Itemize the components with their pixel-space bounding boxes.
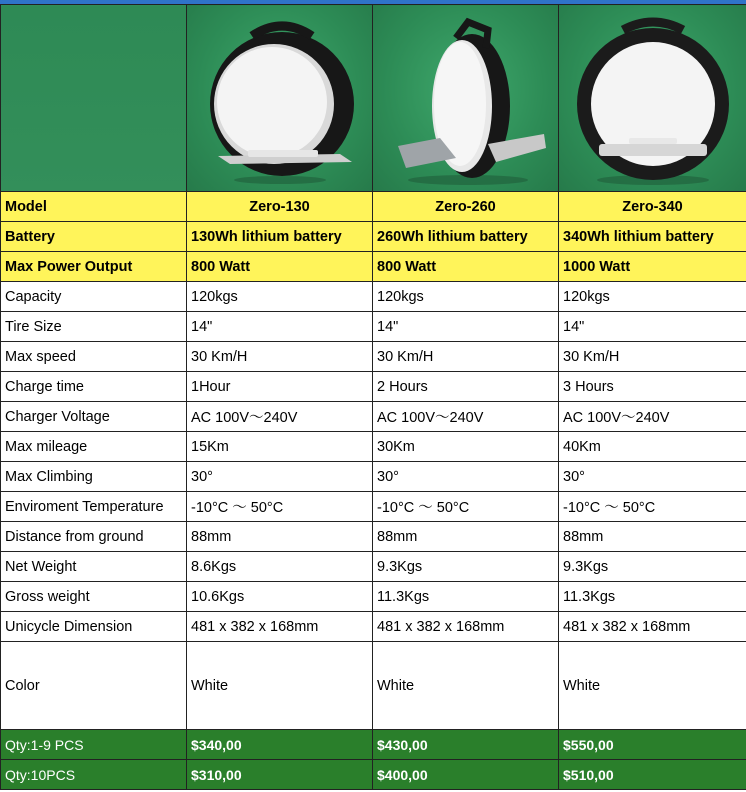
cell-value: 1Hour: [187, 372, 373, 402]
cell-value: 30 Km/H: [559, 342, 746, 372]
spec-row-dimension: [1, 612, 746, 642]
spec-row-max-mileage: [1, 432, 746, 462]
spec-row-tire-size: [1, 312, 746, 342]
spec-row-charge-time: [1, 372, 746, 402]
cell-value: 340Wh lithium battery: [559, 222, 746, 252]
cell-value: 260Wh lithium battery: [373, 222, 559, 252]
cell-value: 30 Km/H: [373, 342, 559, 372]
unicycle-zero-260-icon: [376, 8, 556, 188]
product-image-zero-260: [373, 5, 559, 192]
cell-value: 30°: [373, 462, 559, 492]
cell-value: 11.3Kgs: [373, 582, 559, 612]
cell-value: AC 100V～240V: [373, 402, 559, 432]
row-label: Color: [1, 642, 187, 730]
spec-row-model: [1, 192, 746, 222]
row-label: Enviroment Temperature: [1, 492, 187, 522]
product-image-row: [1, 5, 746, 192]
row-label: Unicycle Dimension: [1, 612, 187, 642]
price-row-qty-1-9: [1, 730, 746, 760]
product-image-zero-340: [559, 5, 746, 192]
row-label: Qty:1-9 PCS: [1, 730, 187, 760]
cell-value: 14": [187, 312, 373, 342]
cell-value: -10°C ～ 50°C: [187, 492, 373, 522]
cell-value: AC 100V～240V: [559, 402, 746, 432]
row-label: Max Power Output: [1, 252, 187, 282]
cell-value: 3 Hours: [559, 372, 746, 402]
cell-value: 2 Hours: [373, 372, 559, 402]
cell-value: 481 x 382 x 168mm: [187, 612, 373, 642]
spec-row-temperature: [1, 492, 746, 522]
row-label: Distance from ground: [1, 522, 187, 552]
cell-value: 481 x 382 x 168mm: [559, 612, 746, 642]
spec-row-max-speed: [1, 342, 746, 372]
cell-value: White: [187, 642, 373, 730]
unicycle-zero-130-icon: [190, 8, 370, 188]
cell-value: 15Km: [187, 432, 373, 462]
cell-value: 9.3Kgs: [559, 552, 746, 582]
row-label: Capacity: [1, 282, 187, 312]
row-label: Charge time: [1, 372, 187, 402]
cell-value: 120kgs: [559, 282, 746, 312]
spec-row-net-weight: [1, 552, 746, 582]
cell-value: 14": [373, 312, 559, 342]
spec-row-charger-voltage: [1, 402, 746, 432]
cell-value: 9.3Kgs: [373, 552, 559, 582]
price-value: $400,00: [373, 760, 559, 790]
model-name: Zero-340: [559, 192, 746, 222]
model-name: Zero-130: [187, 192, 373, 222]
price-value: $550,00: [559, 730, 746, 760]
cell-value: 14": [559, 312, 746, 342]
row-label: Model: [1, 192, 187, 222]
cell-value: 10.6Kgs: [187, 582, 373, 612]
price-row-qty-10: [1, 760, 746, 790]
row-label: Battery: [1, 222, 187, 252]
row-label: Gross weight: [1, 582, 187, 612]
row-label: Max Climbing: [1, 462, 187, 492]
spec-row-color: [1, 642, 746, 730]
price-value: $430,00: [373, 730, 559, 760]
cell-value: 1000 Watt: [559, 252, 746, 282]
cell-value: AC 100V～240V: [187, 402, 373, 432]
unicycle-spec-table: [0, 4, 746, 790]
cell-value: 30°: [559, 462, 746, 492]
price-value: $310,00: [187, 760, 373, 790]
cell-value: 40Km: [559, 432, 746, 462]
row-label: Qty:10PCS: [1, 760, 187, 790]
row-label: Net Weight: [1, 552, 187, 582]
cell-value: 800 Watt: [373, 252, 559, 282]
cell-value: 120kgs: [187, 282, 373, 312]
row-label: Max speed: [1, 342, 187, 372]
cell-value: White: [559, 642, 746, 730]
cell-value: 11.3Kgs: [559, 582, 746, 612]
cell-value: 8.6Kgs: [187, 552, 373, 582]
unicycle-zero-340-icon: [563, 8, 743, 188]
cell-value: 481 x 382 x 168mm: [373, 612, 559, 642]
cell-value: 30 Km/H: [187, 342, 373, 372]
cell-value: 88mm: [373, 522, 559, 552]
spec-row-ground-distance: [1, 522, 746, 552]
model-name: Zero-260: [373, 192, 559, 222]
spec-row-gross-weight: [1, 582, 746, 612]
cell-value: -10°C ～ 50°C: [559, 492, 746, 522]
spec-row-battery: [1, 222, 746, 252]
cell-value: 30Km: [373, 432, 559, 462]
spec-row-max-climbing: [1, 462, 746, 492]
row-label: Max mileage: [1, 432, 187, 462]
cell-value: White: [373, 642, 559, 730]
row-label: Charger Voltage: [1, 402, 187, 432]
cell-value: 88mm: [187, 522, 373, 552]
row-label: Tire Size: [1, 312, 187, 342]
spec-row-capacity: [1, 282, 746, 312]
cell-value: 120kgs: [373, 282, 559, 312]
cell-value: 800 Watt: [187, 252, 373, 282]
cell-value: 30°: [187, 462, 373, 492]
spec-row-max-power: [1, 252, 746, 282]
price-value: $510,00: [559, 760, 746, 790]
product-image-zero-130: [187, 5, 373, 192]
cell-value: 130Wh lithium battery: [187, 222, 373, 252]
cell-value: -10°C ～ 50°C: [373, 492, 559, 522]
image-row-label-cell: [1, 5, 187, 192]
cell-value: 88mm: [559, 522, 746, 552]
price-value: $340,00: [187, 730, 373, 760]
